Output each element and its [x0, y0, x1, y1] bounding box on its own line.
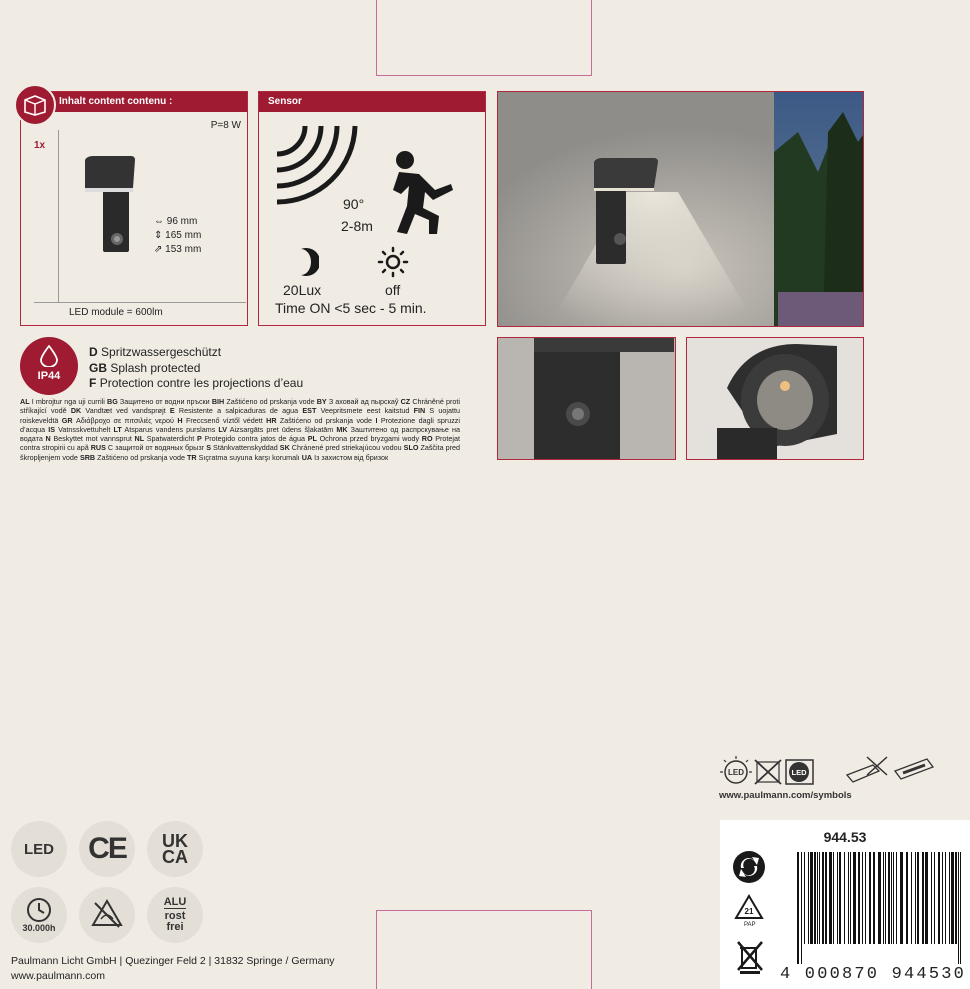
- barcode-bar: [925, 852, 928, 944]
- quantity-label: 1x: [34, 140, 46, 151]
- language-text: Chránené pred striekajúcou vodou: [289, 443, 404, 453]
- ip-text-f: Protection contre les projections d’eau: [99, 376, 304, 390]
- language-text: Freccsenő víztől védett: [182, 415, 267, 425]
- dim-height-row: [154, 229, 201, 243]
- ip-line-f: [89, 376, 303, 392]
- barcode-bar: [810, 852, 813, 944]
- clock-icon: [26, 897, 52, 923]
- barcode-bar: [862, 852, 863, 944]
- company-web[interactable]: www.paulmann.com: [11, 970, 105, 982]
- barcode-bar: [911, 852, 912, 944]
- sensor-header: Sensor: [259, 92, 485, 112]
- barcode-bar: [865, 852, 866, 944]
- barcode-bar: [844, 852, 845, 944]
- svg-text:LED: LED: [791, 768, 807, 777]
- language-text: Protegido contra jatos de água: [201, 434, 308, 444]
- sun-icon: [377, 246, 409, 278]
- barcode-bar: [949, 852, 950, 944]
- language-text: Zaščita pred škropljenjem vode: [20, 443, 461, 462]
- language-text: Atsparus vandens purslams: [121, 424, 219, 434]
- language-code: SRB: [79, 452, 96, 462]
- language-code: CZ: [400, 397, 411, 406]
- dim-depth-row: [154, 243, 201, 257]
- height-arrow-icon: ⇕: [154, 230, 163, 241]
- language-code: RO: [421, 434, 433, 444]
- language-code: HR: [266, 415, 277, 425]
- barcode-bar: [858, 852, 860, 944]
- language-code: EST: [302, 406, 317, 416]
- language-text: Zaštićeno od prskanja vode: [224, 397, 317, 406]
- alu-badge: [147, 887, 203, 943]
- barcode-bar: [883, 852, 884, 944]
- language-text: Stänkvattenskyddad: [211, 443, 280, 453]
- company-address: Paulmann Licht GmbH | Quezinger Feld 2 | 31832 Springe / Germany: [11, 955, 335, 967]
- ip-code-f: F: [89, 376, 97, 390]
- svg-text:LED: LED: [728, 768, 744, 777]
- language-text: Resistente a salpicaduras de agua: [174, 406, 303, 416]
- barcode-bar: [804, 852, 805, 944]
- barcode-bar: [942, 852, 943, 944]
- language-code: DK: [70, 406, 82, 416]
- language-code: GR: [61, 415, 73, 425]
- barcode-bar: [945, 852, 946, 944]
- ukca-top: UK: [162, 831, 188, 851]
- language-code: S: [206, 443, 212, 453]
- time-on-label: Time ON <5 sec - 5 min.: [275, 300, 427, 316]
- language-code: P: [196, 434, 202, 444]
- language-code: MK: [336, 424, 348, 434]
- barcode-bar: [822, 852, 824, 944]
- sensor-detail-image: [498, 338, 676, 460]
- dimensions: [154, 215, 201, 257]
- language-text: Veepritsmete eest kaitstud: [316, 406, 414, 416]
- language-text: Sıçratma suyuna karşı korumalı: [196, 452, 302, 462]
- contents-panel: [20, 91, 248, 326]
- barcode-bar: [801, 852, 802, 964]
- barcode-bar: [829, 852, 832, 944]
- language-text: Protejat contra stropirii cu apă: [20, 434, 460, 453]
- language-code: SK: [279, 443, 290, 453]
- dim-width: 96 mm: [166, 216, 198, 227]
- led-badge-text: LED: [24, 840, 54, 858]
- ip-line-gb: [89, 361, 303, 377]
- language-code: FIN: [413, 406, 426, 416]
- dim-depth: 153 mm: [165, 244, 202, 255]
- barcode-bar: [960, 852, 961, 964]
- walking-person-icon: [389, 150, 459, 236]
- language-text: Zaštićeno od prskanja vode: [95, 452, 188, 462]
- barcode-bar: [934, 852, 935, 944]
- off-label: off: [385, 282, 401, 298]
- barcode-bar: [873, 852, 875, 944]
- language-code: AL: [20, 397, 30, 406]
- ukca-badge: [147, 821, 203, 877]
- language-text: Spatwaterdicht: [144, 434, 197, 444]
- language-code: TR: [187, 452, 197, 462]
- language-code: BY: [316, 397, 327, 406]
- no-dimmer-badge: [79, 887, 135, 943]
- language-text: Zaštićeno od prskanja vode: [276, 415, 376, 425]
- barcode-bar: [958, 852, 959, 964]
- ip-line-d: [89, 345, 303, 361]
- language-text: Vandtæt ved vandsprøjt: [81, 406, 170, 416]
- lamp-detail-photo: [686, 337, 864, 460]
- barcode-bar: [922, 852, 924, 944]
- barcode-bar: [917, 852, 919, 944]
- article-number: 944.53: [823, 829, 867, 845]
- language-text: Vatnsskvettuhelt: [55, 424, 114, 434]
- moon-icon: [293, 247, 319, 277]
- language-code: H: [177, 415, 183, 425]
- barcode-bar: [833, 852, 834, 944]
- led-symbols-graphic: [719, 755, 949, 789]
- barcode-bar: [814, 852, 816, 944]
- language-text: Ochrona przed bryzgami wody: [316, 434, 422, 444]
- language-text: Beskyttet mot vannsprut: [50, 434, 135, 444]
- language-text: З аховай ад пырскаў: [326, 397, 401, 406]
- language-text: Protezione dagli spruzzi d’acqua: [20, 415, 460, 434]
- frei-text: frei: [166, 921, 184, 933]
- barcode: [795, 852, 965, 964]
- lamp-detail-image: [687, 338, 864, 460]
- water-drop-icon: [39, 345, 59, 367]
- language-code: LV: [218, 424, 228, 434]
- package-icon: [14, 84, 56, 126]
- led-module-label: LED module = 600lm: [69, 307, 163, 318]
- contents-divider-v: [58, 130, 59, 302]
- barcode-bar: [900, 852, 903, 944]
- lamp-photo-main-image: [498, 92, 864, 327]
- lamp-photo-main: [497, 91, 864, 327]
- wall-lamp-icon: [79, 154, 151, 256]
- lux-label: 20Lux: [283, 282, 322, 298]
- language-code: E: [169, 406, 175, 416]
- recycle-label: PAP: [744, 922, 756, 928]
- ip44-badge: [20, 337, 78, 395]
- barcode-bar: [869, 852, 871, 944]
- ukca-bottom: CA: [162, 847, 188, 867]
- fold-mark-bottom: [376, 910, 592, 989]
- ean-text: 4 000870 944530: [780, 965, 967, 984]
- barcode-bar: [878, 852, 881, 944]
- barcode-bar: [808, 852, 809, 944]
- recycle-icon: [732, 850, 766, 884]
- barcode-bar: [848, 852, 849, 944]
- barcode-bar: [931, 852, 932, 944]
- barcode-bar: [825, 852, 827, 944]
- language-text: I mbrojtur nga uji currili: [29, 397, 107, 406]
- language-text: Защитено от водни пръски: [117, 397, 212, 406]
- barcode-bar: [850, 852, 851, 944]
- barcode-bar: [839, 852, 841, 944]
- language-text: Aizsargāts pret ūdens šļakatām: [227, 424, 337, 434]
- led-badge: [11, 821, 67, 877]
- fold-mark-top: [376, 0, 592, 76]
- language-code: BG: [107, 397, 118, 406]
- language-list: [20, 397, 460, 462]
- barcode-bar: [888, 852, 890, 944]
- ce-badge: [79, 821, 135, 877]
- barcode-bar: [853, 852, 856, 944]
- contents-header: Inhalt content contenu :: [21, 92, 247, 112]
- sensor-angle: 90°: [343, 196, 365, 212]
- language-code: UA: [301, 452, 313, 462]
- ip44-label: IP44: [37, 370, 61, 382]
- language-code: LT: [113, 424, 122, 434]
- barcode-bar: [817, 852, 818, 944]
- no-dimmer-icon: [87, 895, 127, 935]
- barcode-bar: [955, 852, 957, 944]
- language-code: RUS: [90, 443, 106, 453]
- language-text: С защитой от водяных брызг: [105, 443, 207, 453]
- language-code: IS: [48, 424, 56, 434]
- language-code: NL: [134, 434, 145, 444]
- ip-text-gb: Splash protected: [110, 360, 201, 375]
- language-code: I: [375, 415, 378, 425]
- recycling-triangle-icon: [734, 894, 764, 922]
- barcode-bar: [893, 852, 894, 944]
- barcode-bar: [885, 852, 886, 944]
- language-text: Із захистом від бризок: [312, 452, 389, 462]
- sensor-range: 2-8m: [341, 218, 373, 234]
- barcode-bar: [891, 852, 892, 944]
- sensor-panel: [258, 91, 486, 326]
- depth-arrow-icon: ⇗: [154, 244, 163, 255]
- ce-badge-text: CE: [88, 832, 126, 865]
- lifetime-badge: [11, 887, 67, 943]
- width-arrow-icon: ⇔: [154, 216, 164, 227]
- dim-height: 165 mm: [165, 230, 202, 241]
- language-text: Chráněné proti stříkající vodě: [20, 397, 460, 416]
- barcode-bar: [837, 852, 838, 944]
- led-symbols: [719, 755, 949, 789]
- language-code: SLO: [403, 443, 419, 453]
- recycle-code: 21: [744, 907, 754, 916]
- ip-code-d: D: [89, 345, 98, 359]
- language-text: Αδιάβροχο σε πιτσιλιές νερού: [72, 415, 178, 425]
- language-code: PL: [307, 434, 317, 444]
- bin-icon: [736, 938, 764, 974]
- language-text: S uojattu roiskeveldtä: [20, 406, 461, 425]
- lifetime-hours: 30.000h: [22, 923, 56, 933]
- barcode-bar: [906, 852, 908, 944]
- contents-divider-h: [34, 302, 246, 303]
- sensor-detail-photo: [497, 337, 676, 460]
- ip-text-d: Spritzwassergeschützt: [101, 345, 222, 359]
- power-label: P=8 W: [210, 120, 241, 131]
- barcode-bar: [819, 852, 820, 944]
- ip-lines: [89, 345, 303, 392]
- barcode-bar: [938, 852, 940, 944]
- barcode-bar: [797, 852, 799, 964]
- barcode-bar: [896, 852, 897, 944]
- ip-code-gb: GB: [89, 360, 107, 375]
- dim-width-row: [154, 215, 201, 229]
- language-code: N: [45, 434, 51, 444]
- barcode-bar: [951, 852, 954, 944]
- rost-text: rost: [164, 910, 186, 922]
- language-text: Заштитено од распрскување на водата: [20, 424, 460, 444]
- symbols-link[interactable]: www.paulmann.com/symbols: [719, 790, 852, 801]
- alu-text: ALU: [163, 896, 187, 908]
- language-code: BIH: [211, 397, 225, 406]
- barcode-bar: [915, 852, 916, 944]
